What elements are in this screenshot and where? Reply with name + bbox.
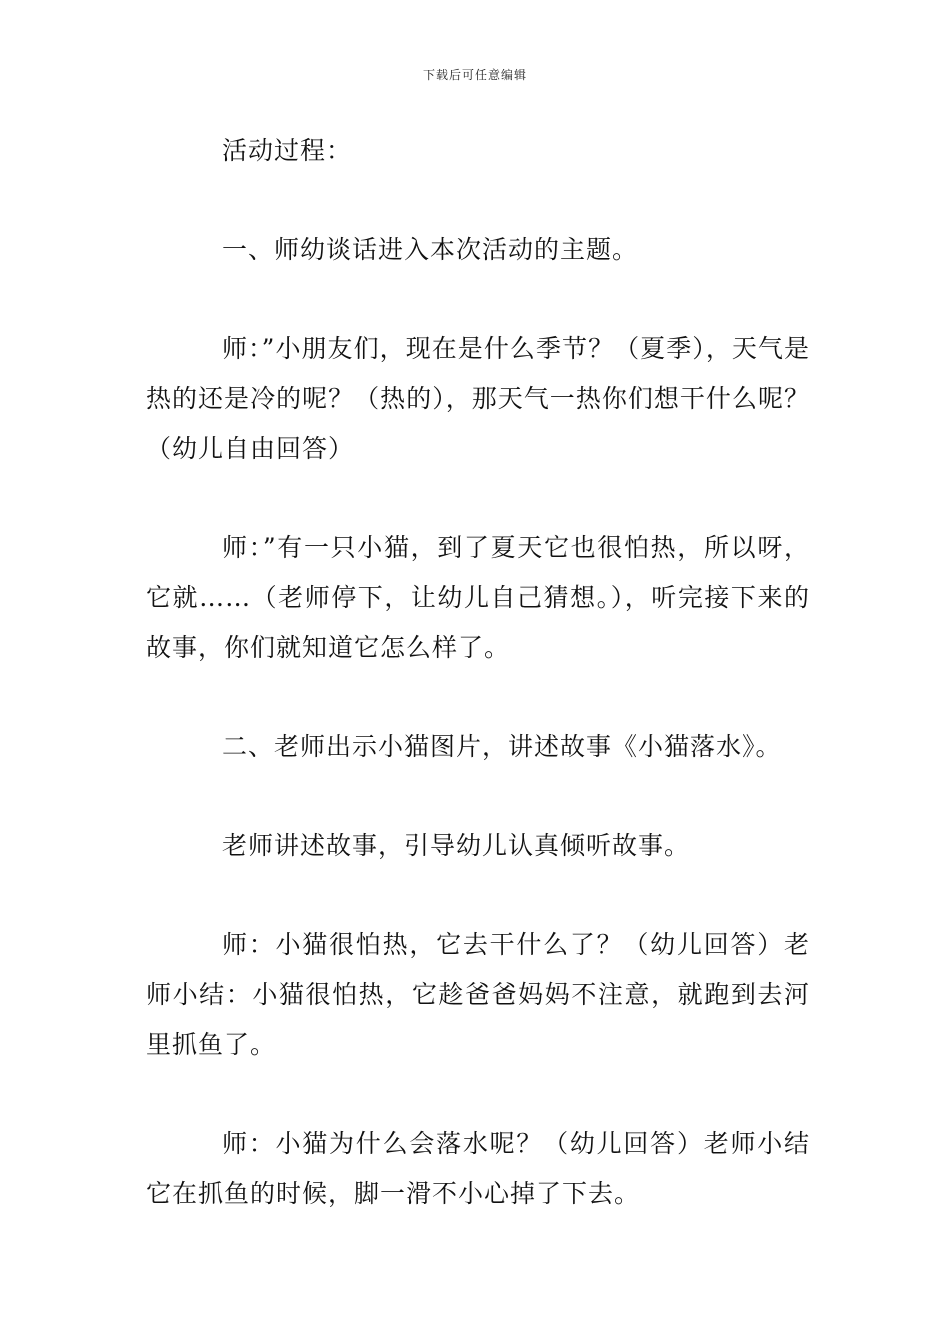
- teacher-question-what-did-kitten-do: 师：小猫很怕热，它去干什么了？（幼儿回答）老师小结：小猫很怕热，它趁爸爸妈妈不注意，就跑到去河里抓鱼了。: [146, 930, 810, 1059]
- step-one-heading: 一、师幼谈话进入本次活动的主题。: [222, 235, 639, 264]
- teacher-dialogue-kitten-intro: 师：”有一只小猫，到了夏天它也很怕热，所以呀，它就……（老师停下，让幼儿自己猜想。），听完接下来的故事，你们就知道它怎么样了。: [146, 533, 810, 662]
- step-two-heading: 二、老师出示小猫图片，讲述故事《小猫落水》。: [222, 732, 782, 761]
- page-header: 下载后可任意编辑: [422, 68, 527, 82]
- teacher-dialogue-season: 师：”小朋友们，现在是什么季节？（夏季），天气是热的还是冷的呢？（热的），那天气一热你们想干什么呢？（幼儿自由回答）: [146, 334, 810, 463]
- document-body: [146, 126, 810, 1268]
- storytelling-paragraph: 老师讲述故事，引导幼儿认真倾听故事。: [222, 831, 691, 860]
- section-title-activity-process: 活动过程：: [222, 136, 353, 165]
- teacher-question-why-fall: 师：小猫为什么会落水呢？（幼儿回答）老师小结它在抓鱼的时候，脚一滑不小心掉了下去。: [146, 1129, 810, 1208]
